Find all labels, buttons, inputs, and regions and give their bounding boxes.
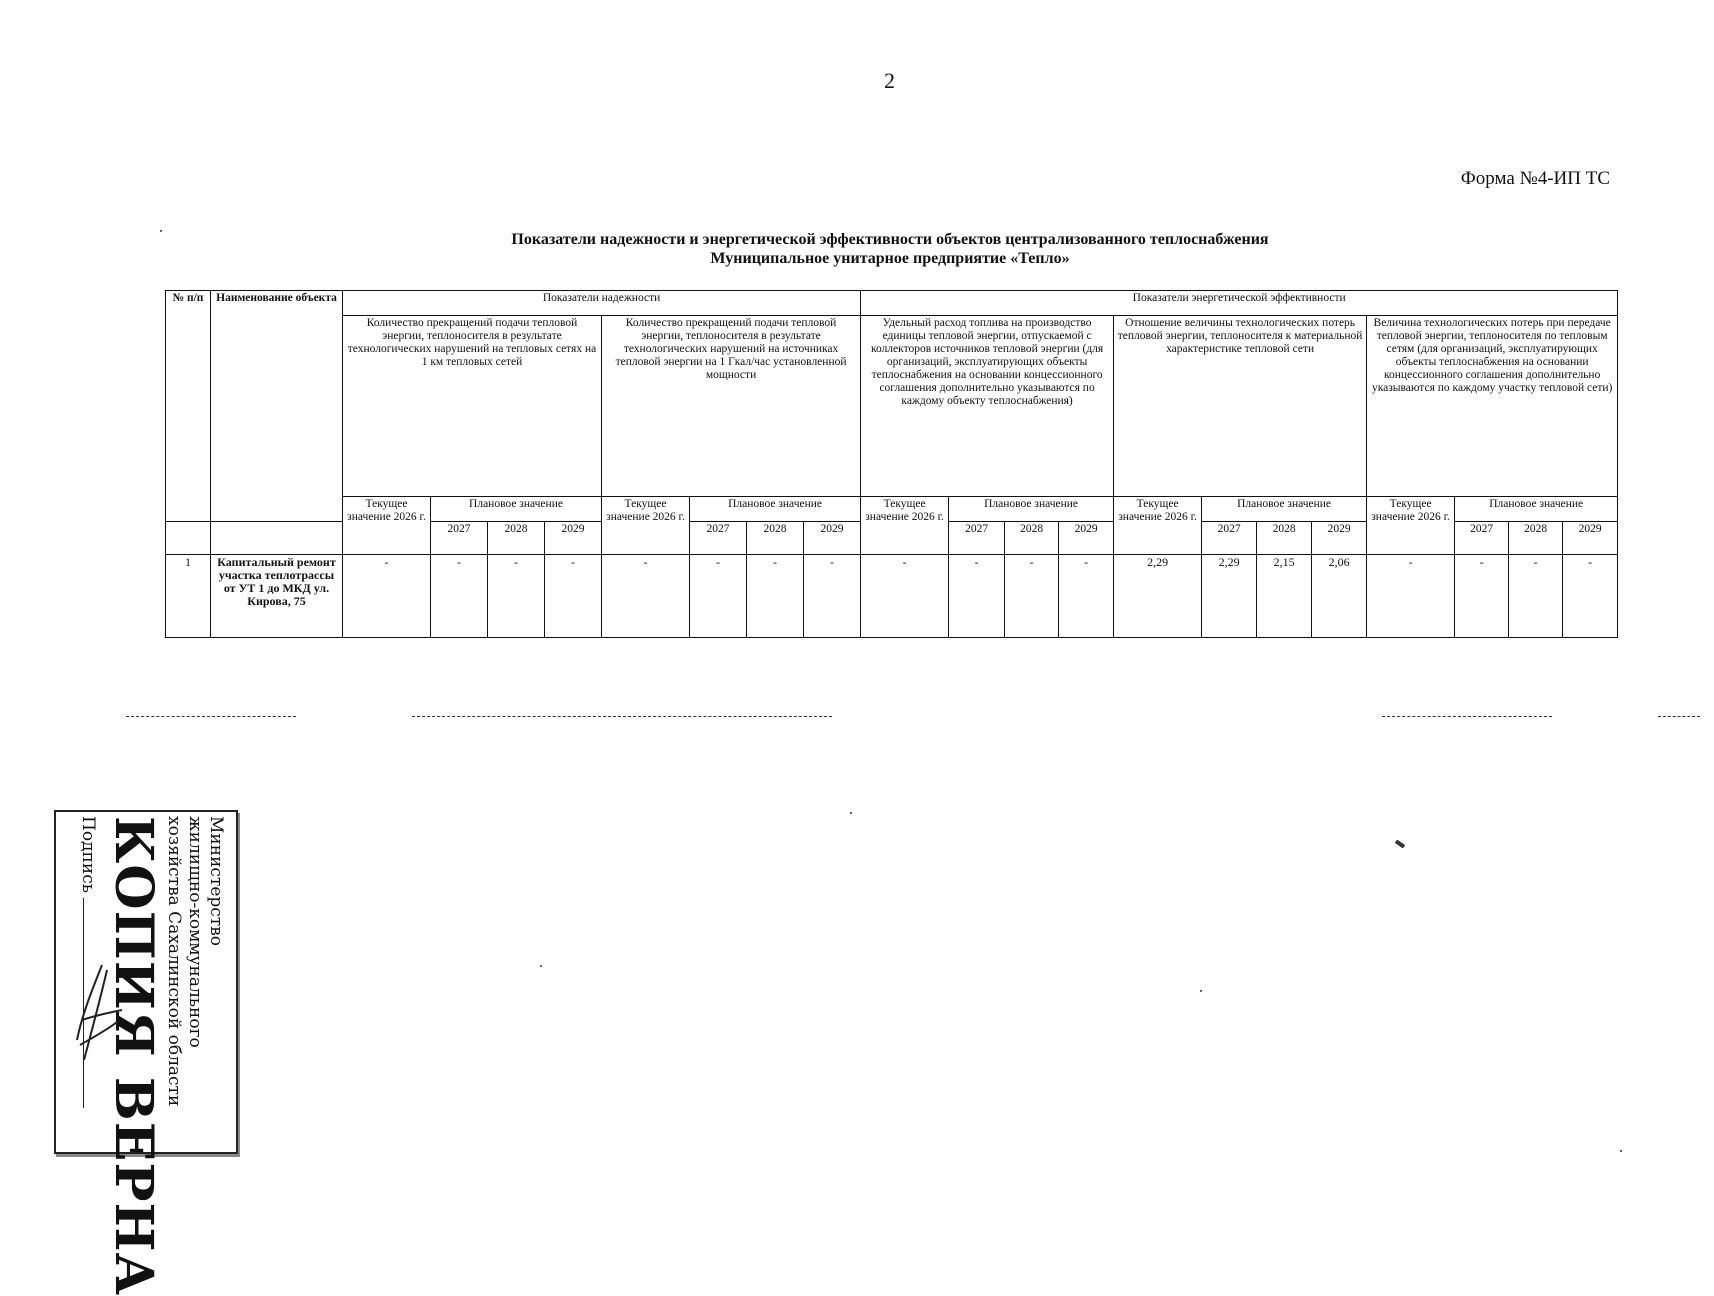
stamp-signature-label: Подпись — [78, 816, 98, 893]
year-header: 2028 — [1005, 522, 1059, 555]
title-line-1: Показатели надежности и энергетической эффективности объектов централизованного теплоснабжения — [511, 231, 1269, 248]
year-header: 2028 — [747, 522, 804, 555]
indicator-description-row — [166, 316, 1618, 497]
current-value-header: Текущее значение 2026 г. — [602, 497, 690, 555]
value-cell: - — [861, 555, 949, 638]
year-header: 2029 — [545, 522, 602, 555]
year-header: 2027 — [949, 522, 1005, 555]
stamp-ministry-line: жилищно-коммунального — [185, 816, 205, 1048]
year-header: 2028 — [1509, 522, 1563, 555]
value-cell: - — [545, 555, 602, 638]
year-header: 2029 — [1563, 522, 1618, 555]
title-line-2: Муниципальное унитарное предприятие «Тепло» — [710, 250, 1070, 267]
reliability-group-header: Показатели надежности — [343, 291, 861, 316]
value-cell: 2,06 — [1312, 555, 1367, 638]
planned-value-header: Плановое значение — [1202, 497, 1367, 522]
current-value-header: Текущее значение 2026 г. — [1367, 497, 1455, 555]
value-cell: - — [1509, 555, 1563, 638]
efficiency-group-header: Показатели энергетической эффективности — [861, 291, 1618, 316]
form-label: Форма №4-ИП ТС — [1460, 168, 1610, 189]
value-cell: - — [1367, 555, 1455, 638]
year-header: 2029 — [804, 522, 861, 555]
value-cell: - — [949, 555, 1005, 638]
scan-speck — [1200, 990, 1202, 992]
planned-value-header: Плановое значение — [431, 497, 602, 522]
value-cell: - — [602, 555, 690, 638]
value-cell: - — [1455, 555, 1509, 638]
blank-cell — [211, 522, 343, 555]
scan-artifact-dashes — [412, 716, 832, 719]
indicator-3-header: Удельный расход топлива на производство единицы тепловой энергии, отпускаемой с коллекторов источников тепловой энергии (для организаций, эксплуатирующих объекты теплоснабжения на основании концессионного соглашения дополнительно указываются по каждому объекту теплоснабжения) — [861, 316, 1114, 497]
value-cell: - — [343, 555, 431, 638]
indicator-1-header: Количество прекращений подачи тепловой энергии, теплоносителя в результате технологических нарушений на тепловых сетях на 1 км тепловых сетей — [343, 316, 602, 497]
value-cell: - — [488, 555, 545, 638]
indicator-5-header: Величина технологических потерь при передаче тепловой энергии, теплоносителя по тепловым сетям (для организаций, эксплуатирующих объекты теплоснабжения на основании концессионного соглашения дополнительно указываются по каждому участку тепловой сети) — [1367, 316, 1618, 497]
stamp-ministry-line: хозяйства Сахалинской области — [164, 816, 184, 1107]
scan-artifact-dashes — [1382, 716, 1552, 719]
object-name: Капитальный ремонт участка теплотрассы от УТ 1 до МКД ул. Кирова, 75 — [211, 555, 343, 638]
document-title — [0, 230, 1714, 268]
scan-speck — [1620, 1150, 1622, 1152]
col-name-header: Наименование объекта — [211, 291, 343, 522]
scan-speck — [1395, 839, 1405, 848]
value-cell: 2,29 — [1202, 555, 1257, 638]
value-cell: - — [431, 555, 488, 638]
scan-speck — [160, 230, 162, 232]
stamp-true-copy: КОПИЯ ВЕРНА — [103, 816, 164, 1296]
page-number: 2 — [884, 68, 895, 93]
value-cell: - — [747, 555, 804, 638]
stamp-ministry-line: Министерство — [206, 816, 226, 946]
blank-cell — [166, 522, 211, 555]
year-header: 2028 — [1257, 522, 1312, 555]
year-header: 2027 — [690, 522, 747, 555]
planned-value-header: Плановое значение — [690, 497, 861, 522]
value-cell: 2,29 — [1114, 555, 1202, 638]
current-value-header: Текущее значение 2026 г. — [861, 497, 949, 555]
scan-speck — [540, 965, 542, 967]
planned-value-header: Плановое значение — [949, 497, 1114, 522]
year-header: 2028 — [488, 522, 545, 555]
indicator-4-header: Отношение величины технологических потерь тепловой энергии, теплоносителя к материальной характеристике тепловой сети — [1114, 316, 1367, 497]
handwritten-signature — [62, 960, 132, 1080]
scan-artifact-dashes — [126, 716, 296, 719]
year-header: 2027 — [1202, 522, 1257, 555]
year-header: 2029 — [1059, 522, 1114, 555]
year-header: 2029 — [1312, 522, 1367, 555]
planned-value-header: Плановое значение — [1455, 497, 1618, 522]
col-num-header: № п/п — [166, 291, 211, 522]
value-cell: - — [1059, 555, 1114, 638]
value-cell: - — [690, 555, 747, 638]
scan-speck — [850, 812, 852, 814]
table-row — [166, 555, 1618, 638]
value-cell: 2,15 — [1257, 555, 1312, 638]
indicator-2-header: Количество прекращений подачи тепловой энергии, теплоносителя в результате технологических нарушений на источниках тепловой энергии на 1 Гкал/час установленной мощности — [602, 316, 861, 497]
indicators-table — [165, 290, 1618, 638]
table-header-row — [166, 291, 1618, 316]
current-value-header: Текущее значение 2026 г. — [1114, 497, 1202, 555]
year-header: 2027 — [1455, 522, 1509, 555]
value-cell: - — [1563, 555, 1618, 638]
current-value-header: Текущее значение 2026 г. — [343, 497, 431, 555]
year-header: 2027 — [431, 522, 488, 555]
row-number: 1 — [166, 555, 211, 638]
value-type-row — [166, 497, 1618, 522]
value-cell: - — [804, 555, 861, 638]
value-cell: - — [1005, 555, 1059, 638]
scan-artifact-dashes — [1658, 716, 1700, 719]
